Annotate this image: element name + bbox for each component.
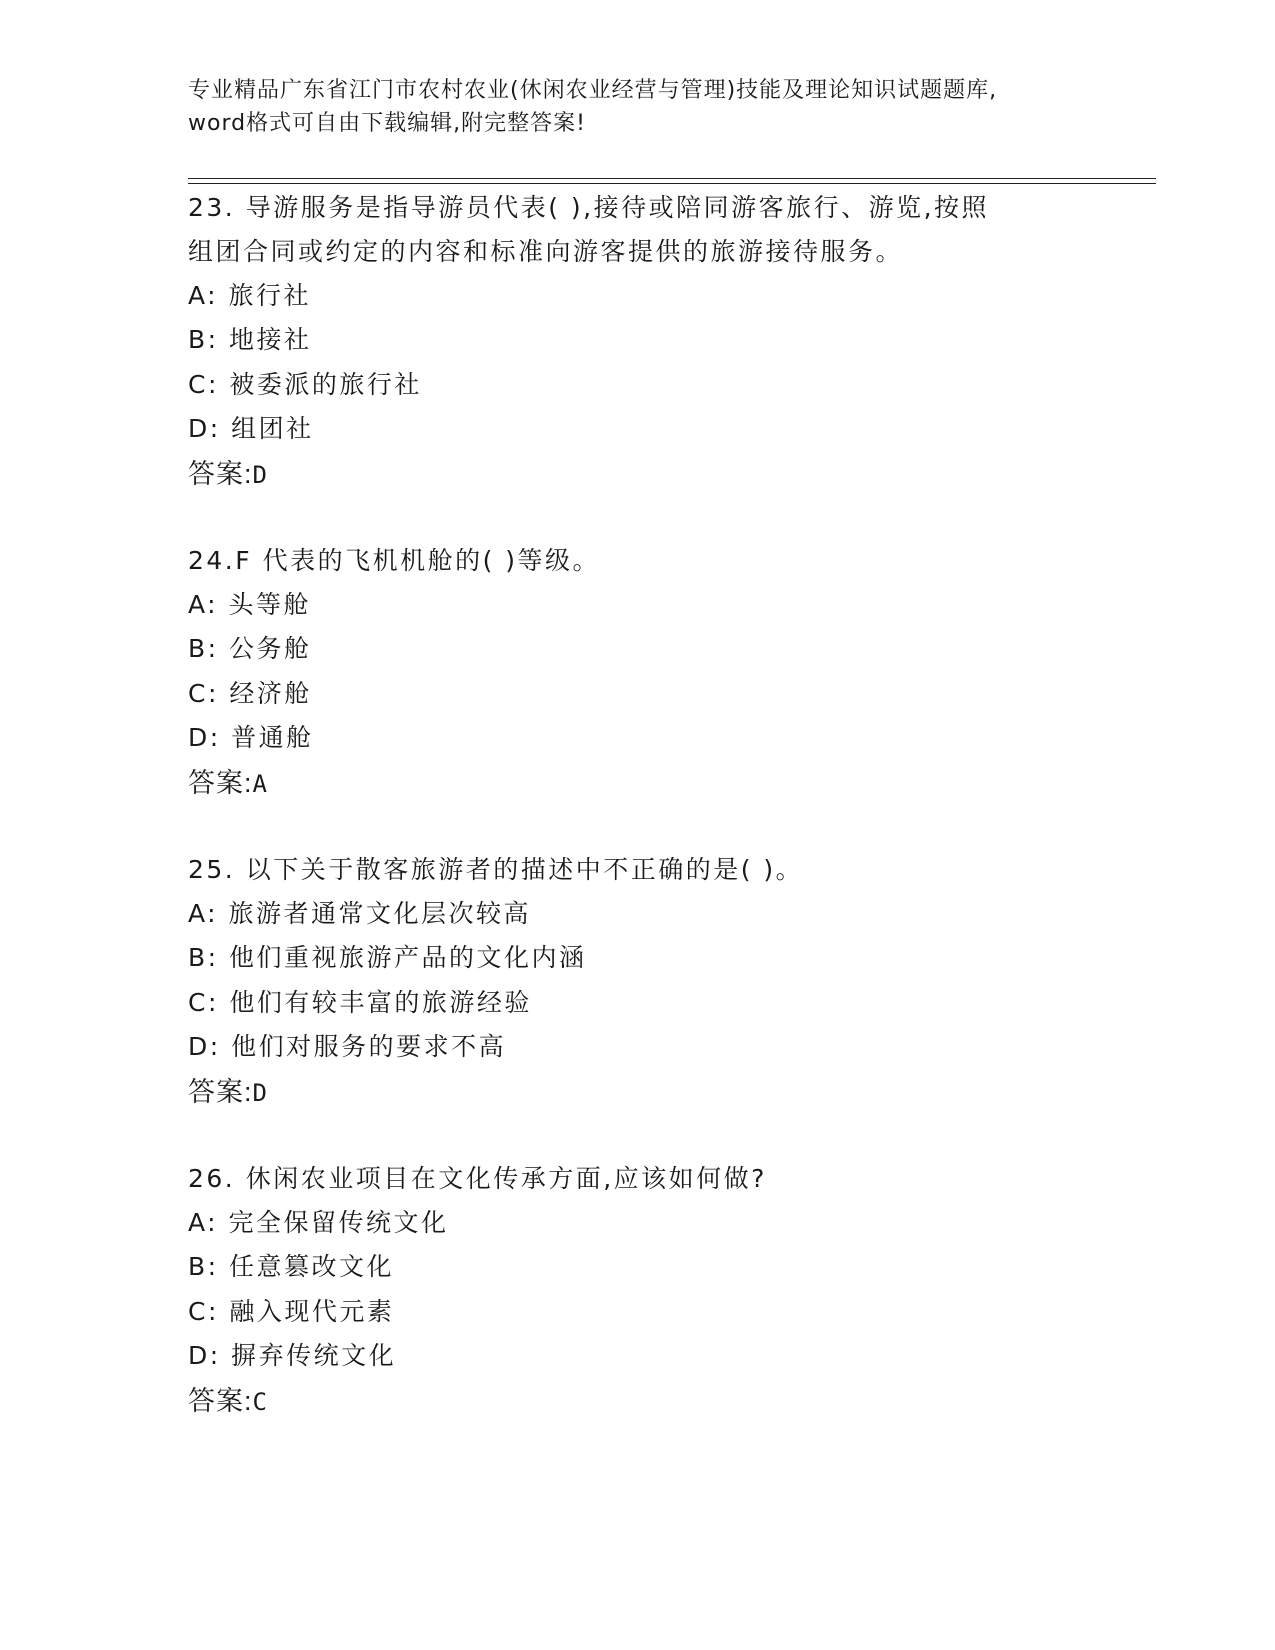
header-divider-bottom	[188, 183, 1156, 184]
answer-value: D	[252, 461, 268, 489]
question-23-stem-line2: 组团合同或约定的内容和标准向游客提供的旅游接待服务。	[188, 237, 904, 266]
question-26-option-b: B: 任意篡改文化	[188, 1252, 395, 1281]
answer-label: 答案:	[188, 768, 253, 798]
answer-label: 答案:	[188, 459, 253, 489]
question-24-stem-line1: 24.F 代表的飞机机舱的( )等级。	[188, 546, 601, 575]
question-25-stem-line1: 25. 以下关于散客旅游者的描述中不正确的是( )。	[188, 855, 804, 884]
question-23-option-a: A: 旅行社	[188, 281, 312, 310]
answer-value: A	[252, 770, 268, 798]
question-25-option-c: C: 他们有较丰富的旅游经验	[188, 988, 532, 1017]
question-25-option-b: B: 他们重视旅游产品的文化内涵	[188, 943, 587, 972]
question-24-option-d: D: 普通舱	[188, 723, 314, 752]
header-divider-top	[188, 178, 1156, 179]
question-26-option-c: C: 融入现代元素	[188, 1297, 395, 1326]
header-title-line2: word格式可自由下载编辑,附完整答案!	[188, 111, 586, 136]
document-header	[188, 74, 1088, 140]
question-25-option-a: A: 旅游者通常文化层次较高	[188, 899, 532, 928]
answer-label: 答案:	[188, 1386, 253, 1416]
question-23-answer	[188, 457, 268, 492]
question-23-stem-line1: 23. 导游服务是指导游员代表( ),接待或陪同游客旅行、游览,按照	[188, 193, 990, 222]
question-23-option-c: C: 被委派的旅行社	[188, 370, 422, 399]
answer-value: D	[252, 1079, 268, 1107]
question-25-option-d: D: 他们对服务的要求不高	[188, 1032, 507, 1061]
question-24-option-a: A: 头等舱	[188, 590, 312, 619]
header-title-line1: 专业精品广东省江门市农村农业(休闲农业经营与管理)技能及理论知识试题题库,	[188, 78, 998, 103]
answer-label: 答案:	[188, 1077, 253, 1107]
question-24-option-b: B: 公务舱	[188, 634, 312, 663]
question-26-answer	[188, 1384, 268, 1419]
question-23-option-d: D: 组团社	[188, 414, 314, 443]
question-23-option-b: B: 地接社	[188, 325, 312, 354]
question-25-answer	[188, 1075, 268, 1110]
question-26-stem-line1: 26. 休闲农业项目在文化传承方面,应该如何做?	[188, 1164, 767, 1193]
question-24-answer	[188, 766, 268, 801]
question-26-option-d: D: 摒弃传统文化	[188, 1341, 397, 1370]
question-24-option-c: C: 经济舱	[188, 679, 312, 708]
question-26-option-a: A: 完全保留传统文化	[188, 1208, 449, 1237]
answer-value: C	[252, 1388, 268, 1416]
